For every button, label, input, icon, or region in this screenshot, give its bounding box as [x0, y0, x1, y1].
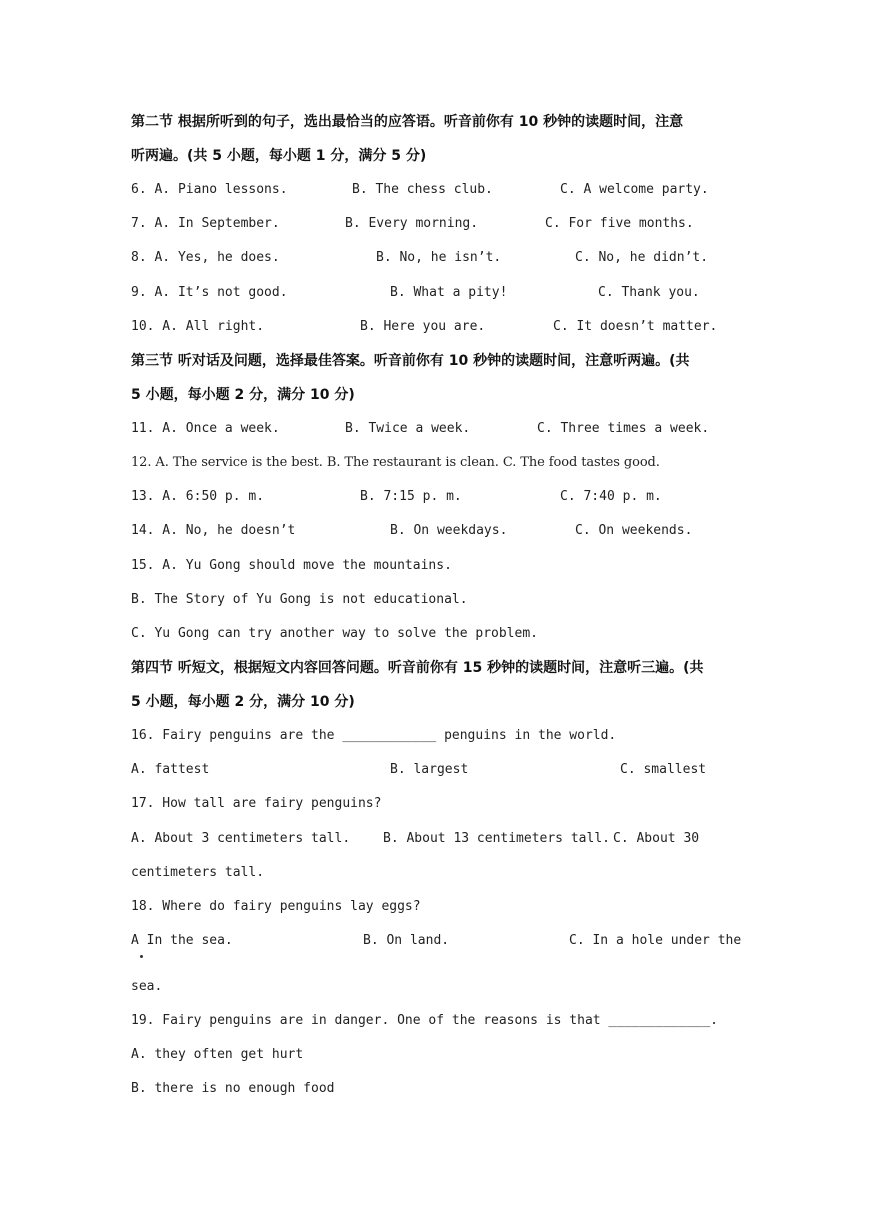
question-stem: 18. Where do fairy penguins lay eggs? [131, 899, 421, 914]
option-b: B. On weekdays. [390, 523, 508, 538]
option-c: C. On weekends. [575, 523, 693, 538]
option-c: C. Three times a week. [537, 421, 710, 436]
question-stem: 17. How tall are fairy penguins? [131, 796, 382, 811]
option-c-continued: sea. [131, 979, 163, 994]
option-c: C. In a hole under the [569, 933, 742, 948]
option-c: C. A welcome party. [560, 182, 709, 197]
section-3-line-2: 5 小题，每小题 2 分，满分 10 分) [131, 387, 355, 403]
option-a: 6. A. Piano lessons. [131, 182, 288, 197]
option-a: 10. A. All right. [131, 319, 265, 334]
option-b: B. On land. [363, 933, 450, 948]
option-b: B. Here you are. [360, 319, 486, 334]
option-a: A. fattest [131, 762, 210, 777]
question-12-line: 12. A. The service is the best. B. The restaurant is clean. C. The food tastes good. [131, 455, 660, 470]
option-c: C. Thank you. [598, 285, 700, 300]
option-a: 14. A. No, he doesn’t [131, 523, 296, 538]
option-b: B. largest [390, 762, 469, 777]
option-b: B. About 13 centimeters tall. [383, 831, 610, 846]
option-c: C. No, he didn’t. [575, 250, 709, 265]
option-b: B. What a pity! [390, 285, 508, 300]
section-3-line-1: 第三节 听对话及问题，选择最佳答案。听音前你有 10 秒钟的读题时间，注意听两遍。(共 [131, 353, 690, 369]
option-b: B. there is no enough food [131, 1081, 335, 1096]
option-a: A In the sea. [131, 933, 233, 948]
option-c: C. 7:40 p. m. [560, 489, 662, 504]
option-a: 15. A. Yu Gong should move the mountains. [131, 558, 452, 573]
option-b: B. The Story of Yu Gong is not educational. [131, 592, 468, 607]
section-4-line-2: 5 小题，每小题 2 分，满分 10 分) [131, 694, 355, 710]
section-2-line-1: 第二节 根据所听到的句子，选出最恰当的应答语。听音前你有 10 秒钟的读题时间，注意 [131, 114, 684, 130]
option-c: C. For five months. [545, 216, 694, 231]
option-b: B. No, he isn’t. [376, 250, 502, 265]
option-a: 11. A. Once a week. [131, 421, 280, 436]
option-b: B. The chess club. [352, 182, 493, 197]
option-c: C. About 30 [613, 831, 700, 846]
option-a: 13. A. 6:50 p. m. [131, 489, 265, 504]
option-c-continued: centimeters tall. [131, 865, 265, 880]
option-c: C. It doesn’t matter. [553, 319, 718, 334]
option-c: C. smallest [620, 762, 707, 777]
option-b: B. Every morning. [345, 216, 479, 231]
option-b: B. 7:15 p. m. [360, 489, 462, 504]
option-a: 8. A. Yes, he does. [131, 250, 280, 265]
option-c: C. Yu Gong can try another way to solve the problem. [131, 626, 538, 641]
option-b: B. Twice a week. [345, 421, 471, 436]
option-a: 7. A. In September. [131, 216, 280, 231]
option-a: A. they often get hurt [131, 1047, 304, 1062]
section-2-line-2: 听两遍。(共 5 小题，每小题 1 分，满分 5 分) [131, 148, 427, 164]
section-4-line-1: 第四节 听短文，根据短文内容回答问题。听音前你有 15 秒钟的读题时间，注意听三遍。(共 [131, 660, 704, 676]
question-stem: 16. Fairy penguins are the ____________ penguins in the world. [131, 728, 617, 743]
question-stem: 19. Fairy penguins are in danger. One of the reasons is that _____________. [131, 1013, 718, 1028]
underdot-mark [140, 955, 143, 958]
option-a: 9. A. It’s not good. [131, 285, 288, 300]
option-a: A. About 3 centimeters tall. [131, 831, 351, 846]
